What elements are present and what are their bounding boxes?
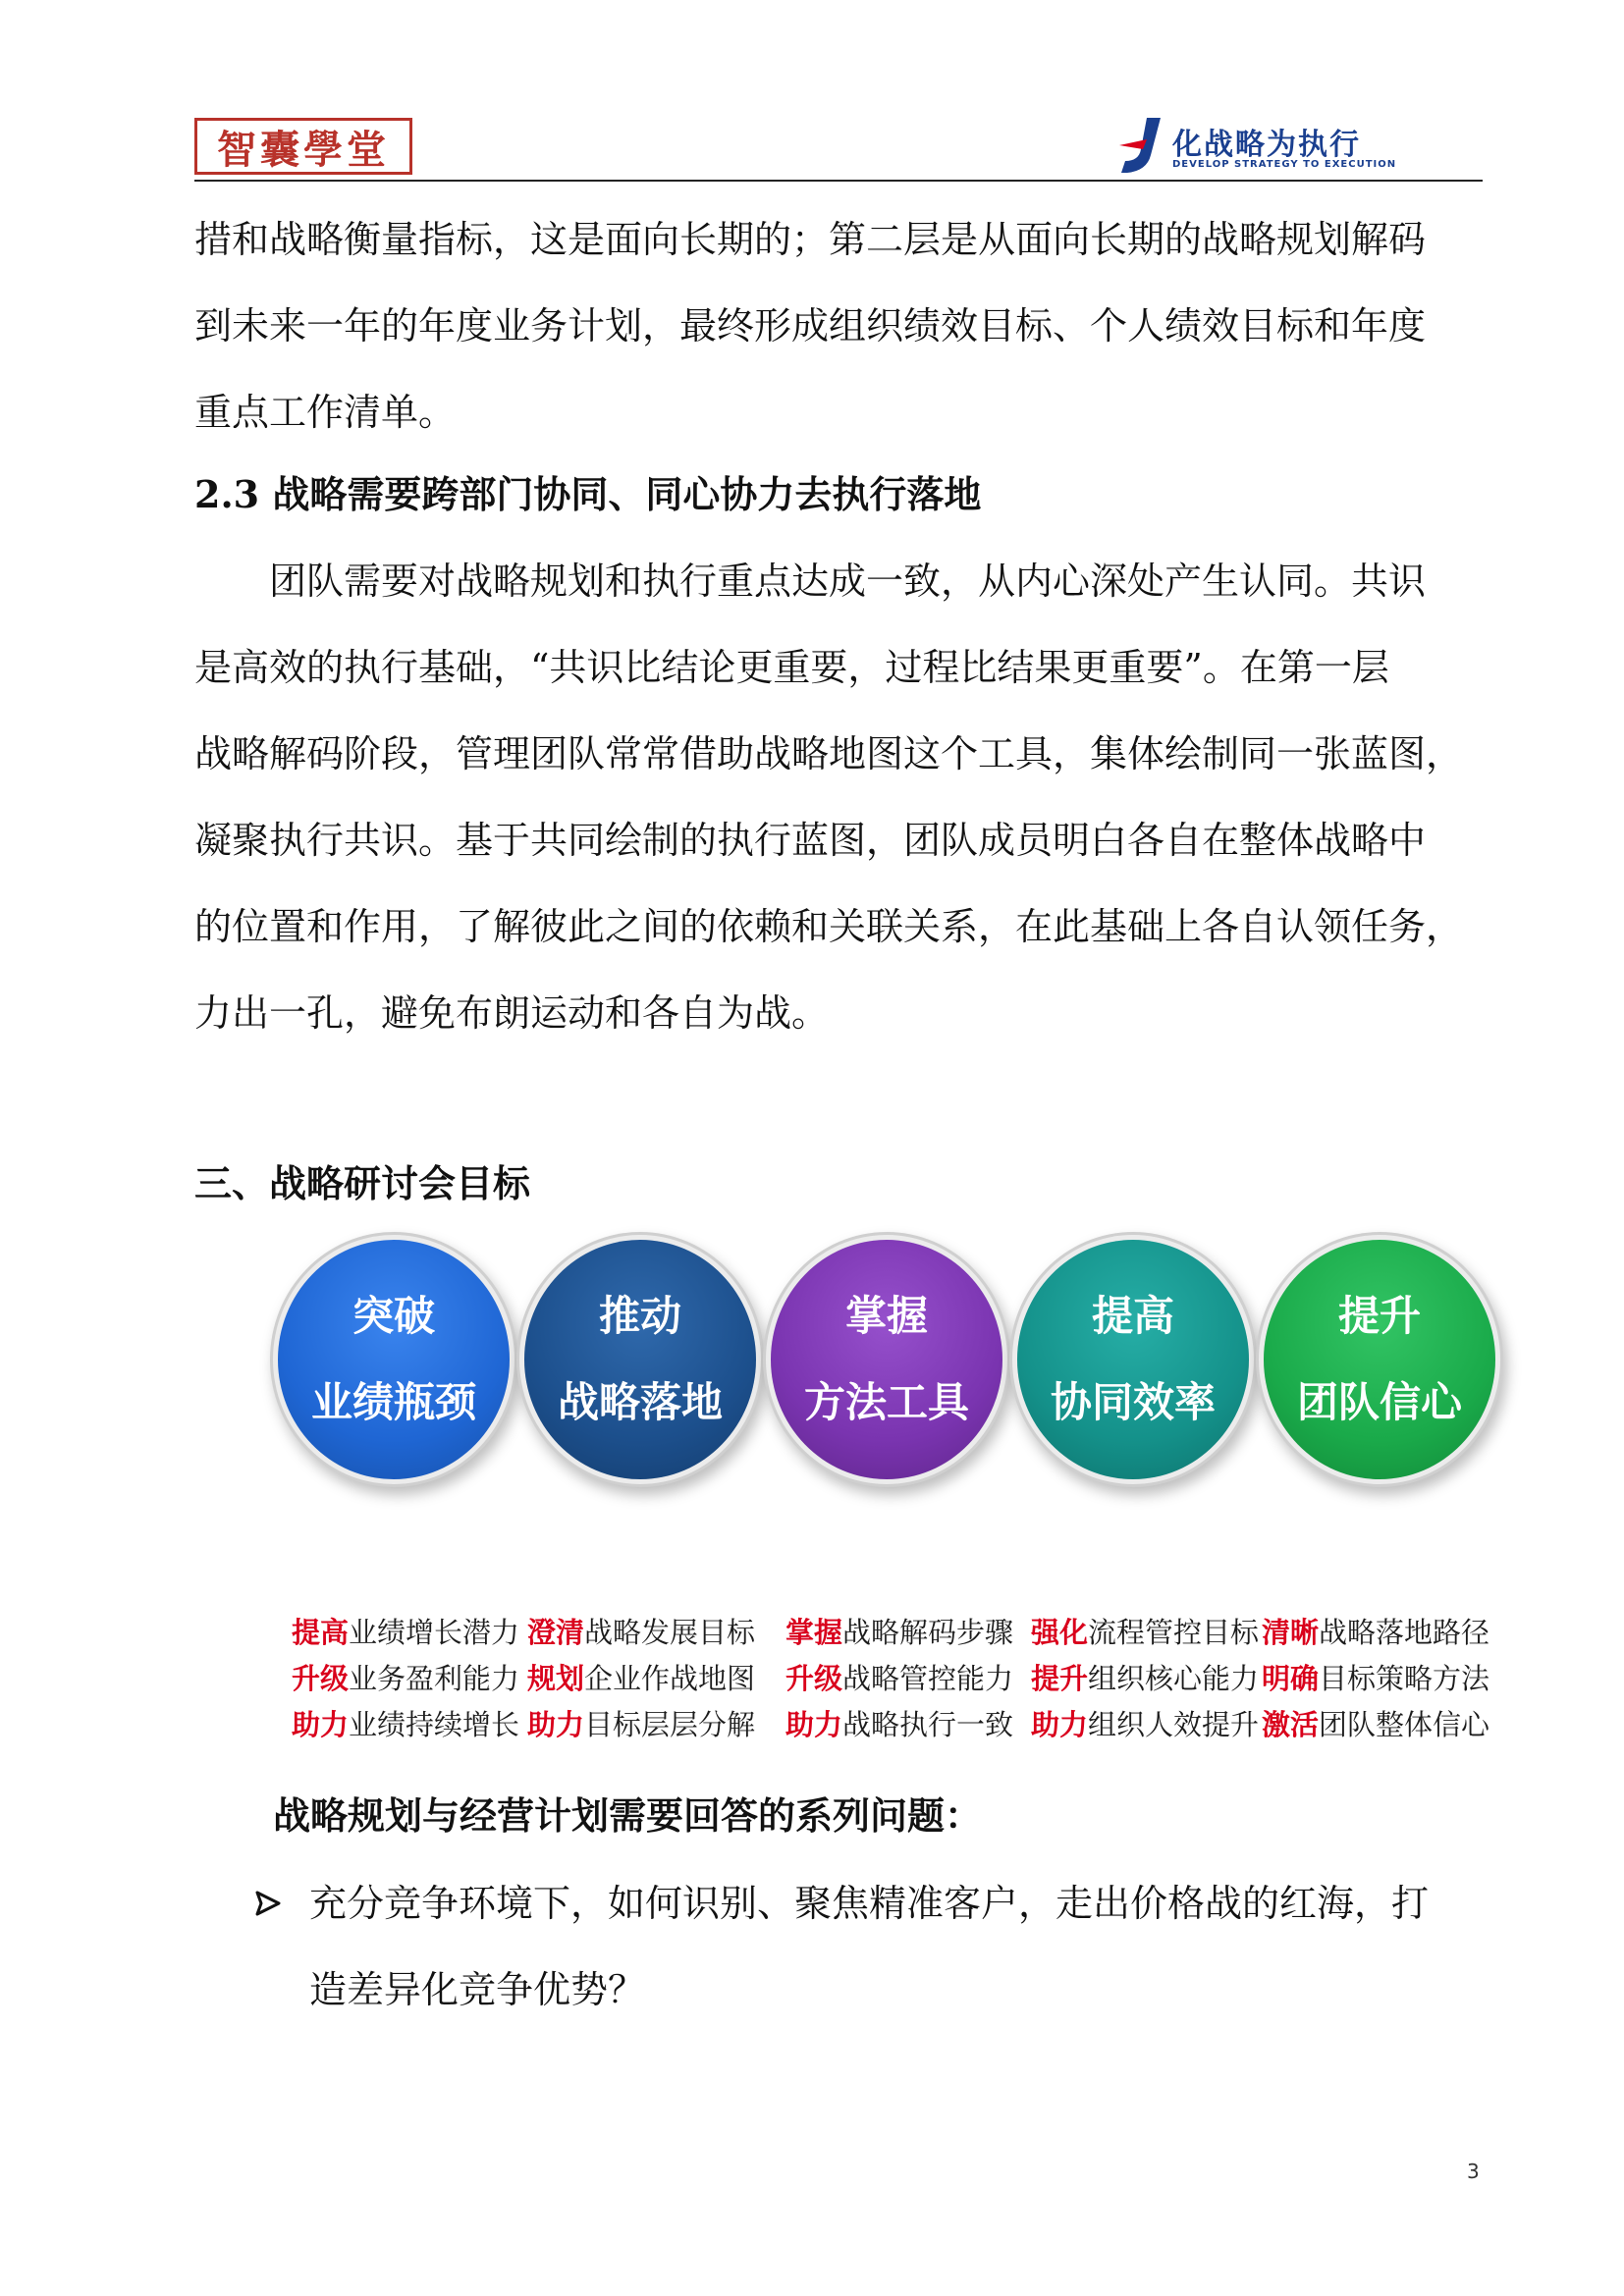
text-line: 凝聚执行共识。基于共同绘制的执行蓝图，团队成员明白各自在整体战略中	[194, 819, 1427, 862]
brand-tagline: DEVELOP STRATEGY TO EXECUTION	[1172, 159, 1397, 170]
goal-item: 强化流程管控目标	[1031, 1616, 1260, 1649]
goal-title-line1: 提高	[1091, 1292, 1174, 1340]
text-line: 措和战略衡量指标，这是面向长期的；第二层是从面向长期的战略规划解码	[194, 218, 1427, 261]
goal-item: 升级战略管控能力	[785, 1662, 1014, 1695]
goal-item: 明确目标策略方法	[1262, 1662, 1490, 1695]
goal-circle-2	[524, 1240, 756, 1479]
goal-item: 助力组织人效提升	[1031, 1708, 1260, 1741]
goal-list-2	[527, 1610, 783, 1748]
questions-heading: 战略规划与经营计划需要回答的系列问题：	[273, 1793, 983, 1838]
goal-list-5	[1262, 1610, 1517, 1748]
goal-item: 助力业绩持续增长	[292, 1708, 520, 1741]
goal-item: 清晰战略落地路径	[1262, 1616, 1490, 1649]
arrow-bullet-icon	[253, 1889, 283, 1918]
text-line: 团队需要对战略规划和执行重点达成一致，从内心深处产生认同。共识	[194, 560, 1427, 603]
goal-item: 掌握战略解码步骤	[785, 1616, 1014, 1649]
text-line: 战略解码阶段，管理团队常常借助战略地图这个工具，集体绘制同一张蓝图，	[194, 732, 1464, 775]
brand-name: 化战略为执行	[1172, 128, 1361, 162]
brand-mark-icon	[1117, 116, 1166, 175]
goal-title-line1: 突破	[352, 1292, 435, 1340]
question-bullet-item	[309, 1860, 1483, 2033]
section-2-3-paragraph	[194, 538, 1483, 1056]
section-heading-2-3: 2.3 战略需要跨部门协同、同心协力去执行落地	[194, 472, 982, 516]
goal-title-line2: 战略落地	[557, 1378, 723, 1426]
goal-item: 激活团队整体信心	[1262, 1708, 1490, 1741]
goal-item: 规划企业作战地图	[527, 1662, 756, 1695]
goal-list-1	[292, 1610, 547, 1748]
goal-title-line2: 团队信心	[1296, 1378, 1462, 1426]
goal-item: 升级业务盈利能力	[292, 1662, 520, 1695]
page-number: 3	[1467, 2160, 1480, 2183]
header-divider	[194, 180, 1483, 182]
text-line: 充分竞争环境下，如何识别、聚焦精准客户，走出价格战的红海，打	[309, 1882, 1430, 1925]
goal-title-line2: 业绩瓶颈	[310, 1378, 476, 1426]
goal-item: 助力战略执行一致	[785, 1708, 1014, 1741]
text-line: 到未来一年的年度业务计划，最终形成组织绩效目标、个人绩效目标和年度	[194, 304, 1427, 347]
goal-item: 助力目标层层分解	[527, 1708, 756, 1741]
goal-title-line2: 协同效率	[1050, 1378, 1216, 1426]
goal-circle-5	[1264, 1240, 1495, 1479]
text-line: 是高效的执行基础，“共识比结论更重要，过程比结果更重要”。在第一层	[194, 646, 1389, 689]
goal-list-3	[785, 1610, 1041, 1748]
brand-logo	[1117, 116, 1483, 177]
goal-item: 澄清战略发展目标	[527, 1616, 756, 1649]
text-line: 力出一孔，避免布朗运动和各自为战。	[194, 991, 830, 1035]
text-line: 重点工作清单。	[194, 391, 457, 434]
goal-item: 提升组织核心能力	[1031, 1662, 1260, 1695]
zhinang-logo: 智囊學堂	[194, 118, 412, 175]
goal-title-line1: 推动	[598, 1292, 681, 1340]
intro-paragraph	[194, 196, 1483, 455]
section-heading-3: 三、战略研讨会目标	[194, 1161, 531, 1205]
goal-circle-4	[1017, 1240, 1249, 1479]
goal-item: 提高业绩增长潜力	[292, 1616, 520, 1649]
goal-circle-1	[278, 1240, 510, 1479]
goal-list-4	[1031, 1610, 1286, 1748]
goal-title-line1: 掌握	[844, 1292, 928, 1340]
goal-title-line1: 提升	[1337, 1292, 1421, 1340]
goal-circle-3	[771, 1240, 1002, 1479]
text-line: 的位置和作用，了解彼此之间的依赖和关联关系，在此基础上各自认领任务，	[194, 905, 1464, 948]
goal-title-line2: 方法工具	[803, 1378, 969, 1426]
text-line: 造差异化竞争优势？	[309, 1968, 646, 2011]
